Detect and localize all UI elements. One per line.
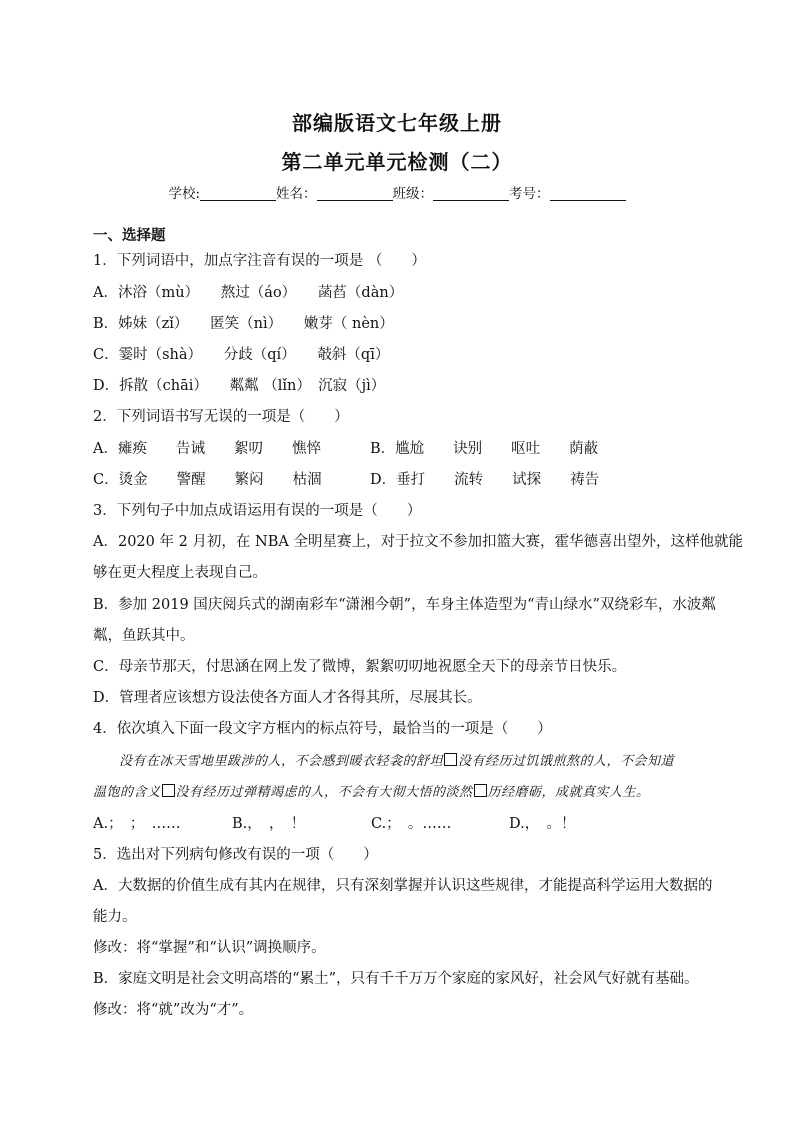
exam-number-blank xyxy=(550,186,626,201)
q4-passage-text: 没有经历过弹精竭虑的人，不会有大彻大悟的淡然 xyxy=(175,785,473,800)
q3-option-a-line1: A．2020 年 2 月初，在 NBA 全明星赛上，对于拉文不参加扣篮大赛，霍华德喜出望外，这样他就能 xyxy=(93,534,743,550)
page-title: 部编版语文七年级上册 xyxy=(292,111,502,135)
class-label: 班级： xyxy=(392,186,434,202)
q4-option-c: C.； 。…… xyxy=(371,816,452,832)
q1-option-a: A．沐浴（mù） 熬过（áo） 菡萏（dàn） xyxy=(93,285,404,301)
q4-passage-line2 xyxy=(93,781,650,800)
exam-number-label: 考号： xyxy=(509,186,550,202)
q3-option-b-line1: B．参加 2019 国庆阅兵式的湖南彩车“潇湘今朝”，车身主体造型为“青山绿水”双绕彩车，水波粼 xyxy=(93,597,716,613)
q4-option-d: D.， 。！ xyxy=(509,816,576,832)
q3-option-d: D．管理者应该想方设法使各方面人才各得其所，尽展其长。 xyxy=(93,690,482,706)
q4-passage-text: 历经磨砺，成就真实人生。 xyxy=(487,785,650,800)
q5-option-a-fix: 修改：将“掌握”和“认识”调换顺序。 xyxy=(93,940,326,956)
q4-stem: 4．依次填入下面一段文字方框内的标点符号，最恰当的一项是（ ） xyxy=(93,721,552,737)
q4-passage-text: 没有在冰天雪地里跋涉的人，不会感到暖衣轻衾的舒坦 xyxy=(119,754,444,769)
school-blank xyxy=(200,186,276,201)
q2-stem: 2．下列词语书写无误的一项是（ ） xyxy=(93,409,349,425)
name-blank xyxy=(317,186,393,201)
q3-option-b-line2: 粼，鱼跃其中。 xyxy=(93,628,195,644)
page-subtitle: 第二单元单元检测（二） xyxy=(281,150,513,174)
q4-passage-line1 xyxy=(119,750,674,769)
q4-passage-text: 温饱的含义 xyxy=(93,785,161,800)
q5-stem: 5．选出对下列病句修改有误的一项（ ） xyxy=(93,847,378,863)
class-blank xyxy=(433,186,509,201)
q5-option-a-line1: A．大数据的价值生成有其内在规律，只有深刻掌握并认识这些规律，才能提高科学运用大数据的 xyxy=(93,878,713,894)
q4-option-a: A.； ； …… xyxy=(93,816,181,832)
q1-option-c: C．霎时（shà） 分歧（qí） 攲斜（qī） xyxy=(93,347,390,363)
q1-option-b: B．姊妹（zǐ） 匿笑（nì） 嫩芽（ nèn） xyxy=(93,316,394,332)
q2-option-b: B．尴尬 诀别 呕吐 荫蔽 xyxy=(370,441,599,457)
school-label: 学校: xyxy=(168,186,201,202)
q1-stem: 1．下列词语中，加点字注音有误的一项是 （ ） xyxy=(93,253,426,269)
punctuation-blank-box xyxy=(444,753,457,766)
q3-stem: 3．下列句子中加点成语运用有误的一项是（ ） xyxy=(93,503,422,519)
section-heading: 一、选择题 xyxy=(93,227,166,244)
q2-option-a: A．瘫痪 告诫 絮叨 憔悴 xyxy=(93,441,321,457)
q3-option-c: C．母亲节那天，付思涵在网上发了微博，絮絮叨叨地祝愿全天下的母亲节日快乐。 xyxy=(93,659,627,675)
punctuation-blank-box xyxy=(474,784,487,797)
q4-passage-text: 没有经历过饥饿煎熬的人，不会知道 xyxy=(458,754,675,769)
q5-option-a-line2: 能力。 xyxy=(93,909,137,925)
q2-option-d: D．垂打 流转 试探 祷告 xyxy=(370,472,600,488)
q5-option-b-fix: 修改：将“就”改为“才”。 xyxy=(93,1002,254,1018)
q2-option-c: C．烫金 警醒 繁闷 枯涸 xyxy=(93,472,322,488)
q3-option-a-line2: 够在更大程度上表现自己。 xyxy=(93,565,267,581)
punctuation-blank-box xyxy=(162,784,175,797)
name-label: 姓名： xyxy=(276,186,317,202)
q5-option-b: B．家庭文明是社会文明高塔的“累土”，只有千千万万个家庭的家风好，社会风气好就有基础。 xyxy=(93,971,699,987)
student-info-line xyxy=(0,182,794,202)
q1-option-d: D．拆散（chāi） 粼粼 （lǐn） 沉寂（jì） xyxy=(93,378,386,394)
q4-option-b: B.， ， ！ xyxy=(232,816,306,832)
